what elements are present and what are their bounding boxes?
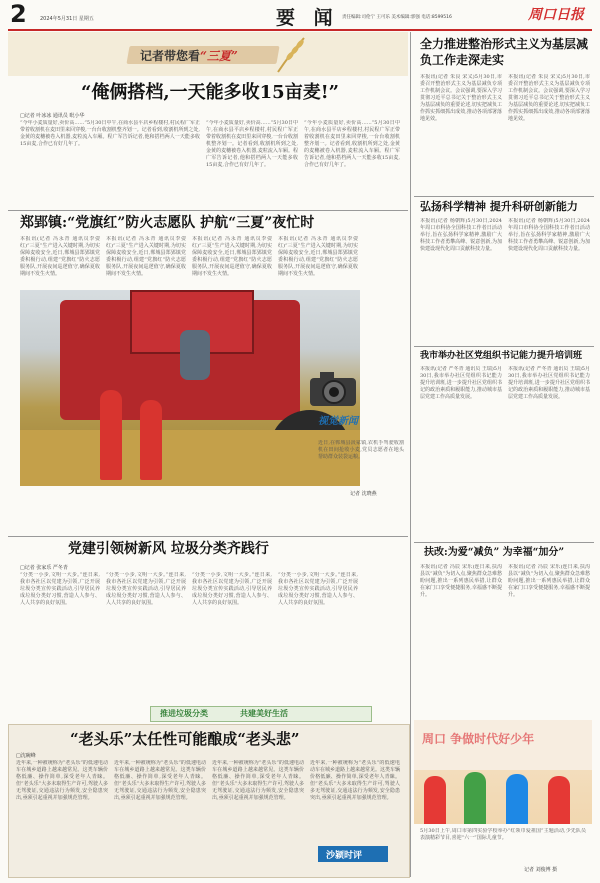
header-rule <box>8 29 592 31</box>
photo-caption: 近日,在郸城县汲冢镇,农机手驾驶收割机在田间抢收小麦,党员志愿者在地头帮助群众装袋运粮。 <box>318 440 404 460</box>
divider <box>8 536 408 537</box>
operator-figure <box>180 330 210 380</box>
story7-headline[interactable]: 扶改:为爱“减负” 为幸福“加分” <box>424 547 565 558</box>
child-figure <box>506 774 528 824</box>
story7-body: 本报讯(记者 冯辰 宋乐)连日来,扶沟县以“减负”为切入点,聚焦群众急难愁盼问题,推出一系列惠民举措,让群众在家门口享受便捷服务,幸福感不断提升。 <box>420 564 502 598</box>
volunteer-figure <box>140 400 162 480</box>
story6-body-col4: “分类一小步,文明一大步。”连日来,我市各社区以党建为引领,广泛开展垃圾分类宣传实践活动,引导居民养成垃圾分类好习惯,营造人人参与、人人共享的良好氛围。 <box>278 572 358 606</box>
child-figure <box>424 776 446 824</box>
story5-headline[interactable]: 我市举办社区党组织书记能力提升培训班 <box>420 351 583 361</box>
story3-body: 本报讯(记者 朱良 宋义)5月30日,市委召开整治形式主义为基层减负专项工作机制会议。会议强调,要深入学习贯彻习近平总书记关于整治形式主义为基层减负的重要论述,切实把减负工作抓实抓细抓出成效,推动各项部署落地见效。 <box>420 74 502 122</box>
volunteer-figure <box>100 390 122 480</box>
story2-headline[interactable]: 郑郢镇:“党旗红”防火志愿队 护航“三夏”夜忙时 <box>20 215 315 231</box>
story6-body: “分类一小步,文明一大步。”连日来,我市各社区以党建为引领,广泛开展垃圾分类宣传实践活动,引导居民养成垃圾分类好习惯,营造人人参与、人人共享的良好氛围。 <box>20 572 100 606</box>
story1-body: “今年小麦质量好,卖价高……”5月30日中午,在商水县平店乡程楼村,村民程广军正带着收割机在麦田里来回穿梭,一台台收割机整齐划一。记者看到,收割机所到之处,金黄的麦穗被卷入机器,麦粒流入车厢。程广军告诉记者,他和搭档两人一天能多收15亩麦,合作已有好几年了。 <box>20 120 200 147</box>
story2-body-col4: 本报讯(记者 冯永青 通讯员李姿红)“三夏”生产进入关键时期,为切实保障麦收安全,近日,郸城县郑郢镇党委积极行动,组建“党旗红”防火志愿服务队,开展夜间巡逻值守,确保夏收期间不发生火情。 <box>278 236 358 276</box>
story8-body-col4: 近年来,一种被统称为“老头乐”的低速电动车在城乡道路上越来越常见。这类车辆价格低廉、操作简单,深受老年人青睐。但“老头乐”大多未取得生产许可,驾驶人多无驾驶证,交通违法行为频发,安全隐患突出,亟须引起重视并加强规范管理。 <box>310 760 400 801</box>
story8-body-col2: 近年来,一种被统称为“老头乐”的低速电动车在城乡道路上越来越常见。这类车辆价格低廉、操作简单,深受老年人青睐。但“老头乐”大多未取得生产许可,驾驶人多无驾驶证,交通违法行为频发,安全隐患突出,亟须引起重视并加强规范管理。 <box>114 760 206 801</box>
wheat-icon <box>270 34 310 74</box>
banner-label <box>140 47 238 64</box>
child-figure <box>548 776 570 824</box>
page-header <box>0 0 600 30</box>
recycling-banner-right: 共建美好生活 <box>240 709 288 718</box>
story1-headline[interactable]: “俺俩搭档,一天能多收15亩麦!” <box>81 82 339 103</box>
recycling-banner-left: 推进垃圾分类 <box>160 709 208 718</box>
story2-body-col3: 本报讯(记者 冯永青 通讯员李姿红)“三夏”生产进入关键时期,为切实保障麦收安全,近日,郸城县郑郢镇党委积极行动,组建“党旗红”防火志愿服务队,开展夜间巡逻值守,确保夏收期间不发生火情。 <box>192 236 272 277</box>
camera-icon <box>308 370 360 408</box>
story6-headline[interactable]: 党建引领树新风 垃圾分类齐践行 <box>68 541 269 557</box>
page-number: 2 <box>10 0 27 28</box>
date-line: 2024年5月31日 星期五 <box>40 16 94 22</box>
story3-body-col2: 本报讯(记者 朱良 宋义)5月30日,市委召开整治形式主义为基层减负专项工作机制会议。会议强调,要深入学习贯彻习近平总书记关于整治形式主义为基层减负的重要论述,切实把减负工作抓实抓细抓出成效,推动各项部署落地见效。 <box>508 74 590 122</box>
divider <box>414 542 594 543</box>
story1-body-col3: “今年小麦质量好,卖价高……”5月30日中午,在商水县平店乡程楼村,村民程广军正带着收割机在麦田里来回穿梭,一台台收割机整齐划一。记者看到,收割机所到之处,金黄的麦穗被卷入机器,麦粒流入车厢。程广军告诉记者,他和搭档两人一天能多收15亩麦,合作已有好几年了。 <box>304 120 400 168</box>
children-photo-credit: 记者 刘俊博 摄 <box>524 867 558 873</box>
story5-body-col2: 本报讯(记者 严冬青 通讯员 王瑞)5月30日,我市举办社区党组织书记能力提升培训班,进一步提升社区党组织书记的政治素质和履职能力,推动城市基层党建工作高质量发展。 <box>508 366 590 400</box>
story2-body: 本报讯(记者 冯永青 通讯员李姿红)“三夏”生产进入关键时期,为切实保障麦收安全,近日,郸城县郑郢镇党委积极行动,组建“党旗红”防火志愿服务队,开展夜间巡逻值守,确保夏收期间不发生火情。 <box>20 236 100 277</box>
story1-body-col2: “今年小麦质量好,卖价高……”5月30日中午,在商水县平店乡程楼村,村民程广军正带着收割机在麦田里来回穿梭,一台台收割机整齐划一。记者看到,收割机所到之处,金黄的麦穗被卷入机器,麦粒流入车厢。程广军告诉记者,他和搭档两人一天能多收15亩麦,合作已有好几年了。 <box>206 120 298 168</box>
column-divider <box>410 32 411 877</box>
event-banner-text: 周口 争做时代好少年 <box>422 732 535 746</box>
child-figure <box>464 772 486 824</box>
story2-body-col2: 本报讯(记者 冯永青 通讯员李姿红)“三夏”生产进入关键时期,为切实保障麦收安全,近日,郸城县郑郢镇党委积极行动,组建“党旗红”防火志愿服务队,开展夜间巡逻值守,确保夏收期间不发生火情。 <box>106 236 186 277</box>
story5-body: 本报讯(记者 严冬青 通讯员 王瑞)5月30日,我市举办社区党组织书记能力提升培训班,进一步提升社区党组织书记的政治素质和履职能力,推动城市基层党建工作高质量发展。 <box>420 366 502 400</box>
photo-credit: 记者 沈晓燕 <box>350 491 377 497</box>
story8-body-col3: 近年来,一种被统称为“老头乐”的低速电动车在城乡道路上越来越常见。这类车辆价格低廉、操作简单,深受老年人青睐。但“老头乐”大多未取得生产许可,驾驶人多无驾驶证,交通违法行为频发,安全隐患突出,亟须引起重视并加强规范管理。 <box>212 760 304 801</box>
story8-headline[interactable]: “老头乐”太任性可能酿成“老头悲” <box>70 730 300 748</box>
story4-headline[interactable]: 弘扬科学精神 提升科研创新能力 <box>420 200 578 213</box>
divider <box>414 346 594 347</box>
story4-body-col2: 本报讯(记者 杨朝辉)5月30日,2024年周口市科协全国科技工作者日活动举行,旨在弘扬科学家精神,激励广大科技工作者勇攀高峰、锐意创新,为加快建设现代化周口贡献科技力量。 <box>508 218 590 252</box>
visual-news-tag: 视觉新闻 <box>318 416 358 427</box>
story6-body-col3: “分类一小步,文明一大步。”连日来,我市各社区以党建为引领,广泛开展垃圾分类宣传实践活动,引导居民养成垃圾分类好习惯,营造人人参与、人人共享的良好氛围。 <box>192 572 272 606</box>
story6-byline: □记者 张家乐 严冬青 <box>20 565 68 571</box>
divider <box>414 196 594 197</box>
story7-body-col2: 本报讯(记者 冯辰 宋乐)连日来,扶沟县以“减负”为切入点,聚焦群众急难愁盼问题,推出一系列惠民举措,让群众在家门口享受便捷服务,幸福感不断提升。 <box>508 564 590 598</box>
children-event-photo[interactable] <box>414 720 592 824</box>
column-tag: 沙颍时评 <box>326 851 363 861</box>
story3-headline[interactable]: 全力推进整治形式主义为基层减负工作走深走实 <box>420 37 589 67</box>
banner-label-b: “三夏” <box>200 49 238 63</box>
children-photo-caption: 5月30日上午,周口市第四实验学校举办“红领巾爱祖国”主题活动,少先队员表演精彩节目,喜迎“六一”国际儿童节。 <box>420 828 586 841</box>
story6-body-col2: “分类一小步,文明一大步。”连日来,我市各社区以党建为引领,广泛开展垃圾分类宣传实践活动,引导居民养成垃圾分类好习惯,营造人人参与、人人共享的良好氛围。 <box>106 572 186 606</box>
banner-label-a: 记者带您看 <box>140 49 201 63</box>
editors-line: 责任编辑:司伦宁 王可乐 美术编辑:郭强 电话:8599516 <box>342 15 452 20</box>
wheat-field <box>20 430 360 486</box>
masthead-logo: 周口日报 <box>528 7 584 23</box>
story8-byline: □沈碗峰 <box>16 753 36 759</box>
divider <box>8 210 408 211</box>
story4-body: 本报讯(记者 杨朝辉)5月30日,2024年周口市科协全国科技工作者日活动举行,旨在弘扬科学家精神,激励广大科技工作者勇攀高峰、锐意创新,为加快建设现代化周口贡献科技力量。 <box>420 218 502 252</box>
story1-byline: □记者 叶冰冰 通讯员 吡小华 <box>20 113 85 119</box>
story8-body: 近年来,一种被统称为“老头乐”的低速电动车在城乡道路上越来越常见。这类车辆价格低廉、操作简单,深受老年人青睐。但“老头乐”大多未取得生产许可,驾驶人多无驾驶证,交通违法行为频发,安全隐患突出,亟须引起重视并加强规范管理。 <box>16 760 108 801</box>
section-title: 要 闻 <box>276 7 339 29</box>
